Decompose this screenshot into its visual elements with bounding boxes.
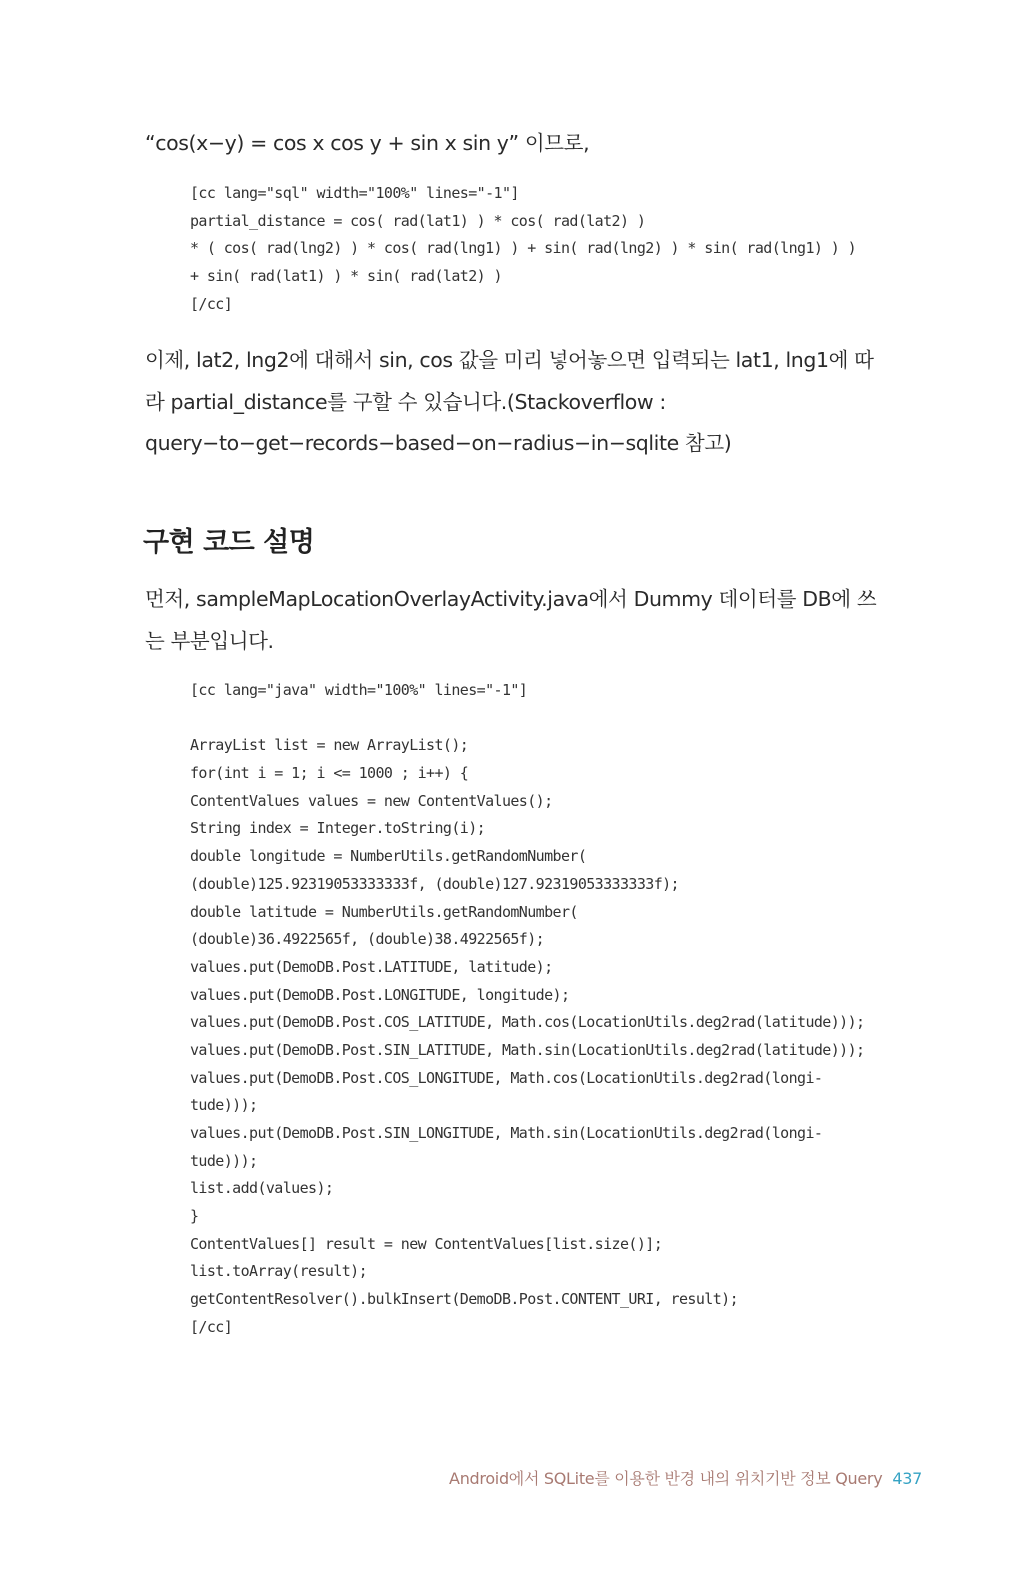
code-line: values.put(DemoDB.Post.COS_LONGITUDE, Math.cos(LocationUtils.deg2rad(longi- [190,1068,823,1087]
java-code-block [190,677,910,1342]
page-footer [449,1466,922,1489]
code-line: [/cc] [190,294,233,313]
code-line: ContentValues[] result = new ContentValues[list.size()]; [190,1234,663,1253]
code-line: [/cc] [190,1317,233,1336]
code-line: values.put(DemoDB.Post.LONGITUDE, longitude); [190,985,570,1004]
code-line: tude))); [190,1151,258,1170]
code-line: ContentValues values = new ContentValues(); [190,791,553,810]
code-line: double latitude = NumberUtils.getRandomNumber( [190,902,578,921]
code-line: list.toArray(result); [190,1262,368,1281]
footer-chapter-title: Android에서 SQLite를 이용한 반경 내의 위치기반 정보 Query [449,1469,883,1488]
page-number: 437 [892,1469,922,1488]
sql-code-block [190,180,910,318]
section-heading: 구현 코드 설명 [143,527,315,558]
code-line: list.add(values); [190,1179,334,1198]
code-line: double longitude = NumberUtils.getRandomNumber( [190,847,587,866]
body-paragraph: 먼저, sampleMapLocationOverlayActivity.java에서 Dummy 데이터를 DB에 쓰는 부분입니다. [145,587,877,653]
code-line: (double)36.4922565f, (double)38.4922565f); [190,930,545,949]
code-line: * ( cos( rad(lng2) ) * cos( rad(lng1) ) + sin( rad(lng2) ) * sin( rad(lng1) ) ) [190,239,857,258]
code-line: } [190,1207,199,1226]
code-line: tude))); [190,1096,258,1115]
code-line: for(int i = 1; i <= 1000 ; i++) { [190,764,469,783]
code-line: [cc lang="java" width="100%" lines="-1"] [190,681,528,699]
formula-text: “cos(x−y) = cos x cos y + sin x sin y” 이므로, [145,131,590,155]
code-line: + sin( rad(lat1) ) * sin( rad(lat2) ) [190,267,502,286]
code-line: getContentResolver().bulkInsert(DemoDB.Post.CONTENT_URI, result); [190,1290,739,1309]
code-line: [cc lang="sql" width="100%" lines="-1"] [190,184,519,202]
code-line [190,705,910,733]
code-line: String index = Integer.toString(i); [190,819,486,838]
code-line: values.put(DemoDB.Post.COS_LATITUDE, Math.cos(LocationUtils.deg2rad(latitude))); [190,1013,865,1032]
code-line: values.put(DemoDB.Post.LATITUDE, latitude); [190,957,553,976]
body-paragraph: 이제, lat2, lng2에 대해서 sin, cos 값을 미리 넣어놓으면 입력되는 lat1, lng1에 따라 partial_distance를 구할 수 있습니다.(Stackoverflow : query−to−get−records−based−on−radius−in−sqlite 참고) [145,348,874,455]
code-line: (double)125.92319053333333f, (double)127.92319053333333f); [190,874,679,893]
code-line: values.put(DemoDB.Post.SIN_LONGITUDE, Math.sin(LocationUtils.deg2rad(longi- [190,1124,823,1142]
code-line: ArrayList list = new ArrayList(); [190,736,469,755]
code-line: partial_distance = cos( rad(lat1) ) * cos( rad(lat2) ) [190,211,646,230]
code-line: values.put(DemoDB.Post.SIN_LATITUDE, Math.sin(LocationUtils.deg2rad(latitude))); [190,1040,865,1059]
